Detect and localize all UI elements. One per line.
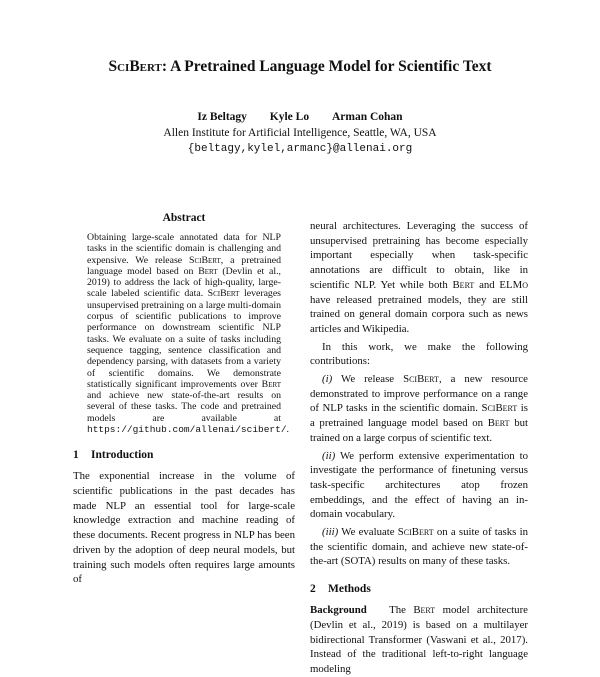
- section-number: 1: [73, 449, 79, 462]
- body-text: The: [389, 604, 414, 617]
- title-rest: : A Pretrained Language Model for Scientific Text: [161, 58, 492, 75]
- abstract-heading: Abstract: [162, 212, 206, 224]
- body-text: We release: [332, 373, 404, 386]
- contribution-3: [310, 525, 528, 569]
- methods-paragraph: [310, 603, 528, 677]
- contribution-label: (iii): [322, 526, 339, 539]
- intro-paragraph-continued: [310, 219, 528, 337]
- author-list: [0, 111, 600, 123]
- body-text: but trained on a large corpus of scientific text.: [310, 417, 528, 444]
- paper-title: [0, 58, 600, 76]
- body-text: We evaluate: [338, 526, 398, 539]
- abstract-text: .: [286, 424, 289, 436]
- body-text: and: [474, 278, 500, 291]
- scibert-name: SciBert: [403, 373, 439, 386]
- author-emails: {beltagy,kylel,armanc}@allenai.org: [187, 143, 413, 155]
- right-column: [310, 219, 528, 677]
- body-text: have released pretrained models, they are still trained on general domain corpora such as news articles and Wikipedia.: [310, 293, 528, 335]
- section-title: Introduction: [91, 449, 154, 462]
- affiliation: Allen Institute for Artificial Intelligence, Seattle, WA, USA: [163, 127, 437, 139]
- section-number: 2: [310, 583, 316, 596]
- bert-name: Bert: [413, 604, 436, 617]
- left-column: [73, 212, 295, 587]
- body-text: , a new resource demonstrated to improve performance on a range of NLP tasks in the scientific domain.: [310, 373, 528, 415]
- scibert-name: SciBert: [189, 254, 221, 266]
- contribution-2: [310, 449, 528, 523]
- section-heading-methods: [310, 583, 528, 595]
- scibert-name: SciBert: [207, 288, 240, 300]
- abstract-body: [87, 232, 289, 436]
- bert-name: Bert: [261, 378, 281, 390]
- bert-name: Bert: [198, 265, 218, 277]
- body-text: We perform extensive experimentation to investigate the performance of finetuning versus task-specific architectures atop frozen embeddings, and the effect of having an in-domain vocabulary.: [310, 449, 528, 521]
- scibert-name: SciBert: [481, 402, 518, 415]
- scibert-name: SciBert: [397, 526, 434, 539]
- author-3: Arman Cohan: [331, 111, 403, 123]
- author-2: Kyle Lo: [269, 111, 310, 123]
- abstract-text: , a pretrained language model based on: [87, 254, 282, 277]
- section-title: Methods: [328, 583, 371, 596]
- bert-name: Bert: [487, 417, 510, 430]
- bert-name: Bert: [452, 278, 475, 291]
- body-text: neural architectures. Leveraging the success of unsupervised pretraining has become especially important especially when task-specific annotations are difficult to obtain, like in scientific NLP. Yet while both: [310, 220, 528, 291]
- intro-paragraph: The exponential increase in the volume of scientific publications in the past decades has made NLP an essential tool for large-scale knowledge extraction and machine reading of these documents. Recent progress in NLP has been driven by the adoption of deep neural models, but training such models often requires large amounts of: [73, 470, 295, 586]
- abstract-text: Obtaining large-scale annotated data for NLP tasks in the scientific domain is challenging and expensive. We release: [87, 232, 281, 266]
- paragraph-heading: Background: [310, 604, 367, 617]
- contribution-label: (i): [322, 373, 333, 386]
- body-text: on a suite of tasks in the scientific domain, and achieve new state-of-the-art (SOTA) results on many of these tasks.: [310, 526, 528, 568]
- contribution-1: [310, 372, 528, 446]
- title-brand: SciBert: [108, 58, 162, 75]
- abstract-text: leverages unsupervised pretraining on a large multi-domain corpus of scientific publications to improve performance on downstream scientific NLP tasks. We evaluate on a suite of tasks including sequence tagging, sentence classification and dependency parsing, with datasets from a variety of scientific domains. We demonstrate statistically significant improvements over: [87, 288, 281, 390]
- elmo-name: ELMo: [499, 278, 528, 291]
- section-heading-introduction: [73, 449, 295, 461]
- contributions-intro: In this work, we make the following contributions:: [310, 340, 528, 368]
- author-1: Iz Beltagy: [197, 111, 247, 123]
- body-text: is a pretrained language model based on: [310, 402, 528, 430]
- body-text: model architecture (Devlin et al., 2019) is based on a multilayer bidirectional Transformer (Vaswani et al., 2017). Instead of the traditional left-to-right language modeling: [310, 604, 528, 675]
- contribution-label: (ii): [322, 449, 336, 462]
- abstract-text: and achieve new state-of-the-art results on several of these tasks. The code and pretrained models are available at: [87, 390, 281, 424]
- abstract-text: (Devlin et al., 2019) to address the lack of high-quality, large-scale labeled scientific data.: [87, 265, 281, 300]
- code-url-link[interactable]: https://github.com/allenai/scibert/: [87, 424, 287, 436]
